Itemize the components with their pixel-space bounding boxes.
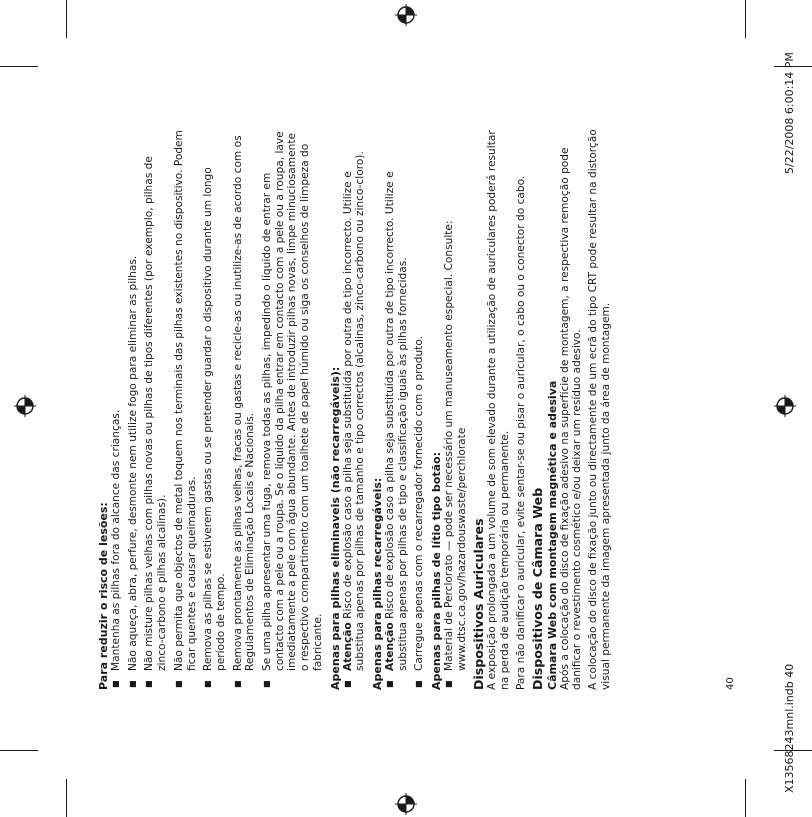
page-number: 40 [725,677,736,690]
bullet-icon: ■ [232,680,242,688]
bullet-icon: ■ [414,680,424,688]
bullet-icon: ■ [384,680,394,688]
list-item: ■ Remova as pilhas se estiverem gastas ou se pretender guardar o dispositivo durante um longo período de tempo. [202,167,227,688]
bullet-icon: ■ [342,680,352,688]
section-heading: Para reduzir o risco de lesões: [97,502,110,690]
lithium-heading: Apenas para pilhas de lítio tipo botão: [430,452,444,690]
rechargeable-list [384,125,426,690]
nonrechargeable-list [342,125,367,690]
auricular-paragraph: Para não danificar o auricular, evite sentar-se ou pisar o auricular, o cabo ou o conector do cabo. [514,175,527,690]
webcam-paragraph: Após a colocação do disco de fixação adesivo na superfície de montagem, a respectiva remoção pode danificar o revestimento cosmético e/ou deixar um resíduo adesivo. [558,147,584,690]
list-item: ■ Não aqueça, abra, perfure, desmonte nem utilize fogo para eliminar as pilhas. [126,255,139,688]
list-item: ■ Mantenha as pilhas fora do alcance das crianças. [110,409,122,688]
warning-label: Atenção [383,622,396,671]
list-item: ■ Atenção Risco de explosão caso a pilha seja substituída por outra de tipo incorrecto. Utilize e substitua apenas por pilhas de tipo e classificação iguais às pilhas fornecidas. [383,171,409,688]
rechargeable-heading: Apenas para pilhas recarregáveis: [370,477,384,690]
list-item: ■ Atenção Risco de explosão caso a pilha seja substituída por outra de tipo incorrecto. Utilize e substitua apenas por pilhas de tamanho e tipo correctos (alcalinas, zinco-carbono ou zinco-cloro). [341,151,367,688]
bullet-icon: ■ [444,680,454,688]
list-item: ■ Não permita que objectos de metal toquem nos terminais das pilhas existentes no dispositivo. Podem ficar quentes e causar queimaduras. [172,130,198,688]
nonrechargeable-heading: Apenas para pilhas eliminaveis (não recarregáveis): [328,366,342,690]
safety-list [110,125,325,690]
bullet-icon: ■ [111,680,120,688]
bullet-icon: ■ [203,680,213,688]
webcam-paragraph: A colocação do disco de fixação junto ou directamente de um ecrã do tipo CRT pode resultar na distorção visual permanente da imagem apresentada junto da área de montagem. [586,129,612,690]
webcam-subheading: Câmara Web com montagem magnética e adesiva [545,380,559,690]
bullet-icon: ■ [262,680,272,688]
list-item: ■ Carregue apenas com o recarregador fornecido com o produto. [413,336,426,688]
bullet-icon: ■ [173,680,183,688]
print-slug-timestamp: 5/22/2008 6:00:14 PM [783,52,796,174]
list-item: ■ Remova prontamente as pilhas velhas, fracas ou gastas e recicle-as ou inutilize-as de acordo com os Regulamentos de Eliminação Locais e Nacionais. [231,135,257,688]
list-item: ■ Não misture pilhas velhas com pilhas novas ou pilhas de tipos diferentes (por exemplo, pilhas de zinco-carbono e pilhas alcalinas). [143,156,169,688]
auricular-heading: Dispositivos Auriculares [471,518,487,690]
list-item: ■ Se uma pilha apresentar uma fuga, remova todas as pilhas, impedindo o líquido de entrar em contacto com a pele ou a roupa. Se o líquido da pilha entrar em contacto com a pele ou a roupa, lave imediatamente a pele com água abundante. Antes de introduzir pilhas novas, limpe minuciosamente o respectivo compartimento com um toalhete de papel húmido ou siga os conselhos de limpeza do fabricante. [261,131,324,688]
bullet-icon: ■ [144,680,154,688]
lithium-list [443,125,468,690]
bullet-icon: ■ [127,680,137,688]
print-slug-filename: X13568243mnl.indb 40 [783,663,796,793]
auricular-paragraph: A exposição prolongada a um volume de som elevado durante a utilização de auriculares poderá resultar na perda de audição temporária ou permanente. [486,130,512,690]
list-item: ■ Material de Perclorato — pode ser necessário um manuseamento especial. Consulte: www.dtsc.ca.gov/hazardouswaste/perchlorate [443,220,468,688]
manual-page-content [97,125,615,690]
webcam-heading: Dispositivos de Câmara Web [529,487,545,690]
warning-label: Atenção [341,622,354,671]
